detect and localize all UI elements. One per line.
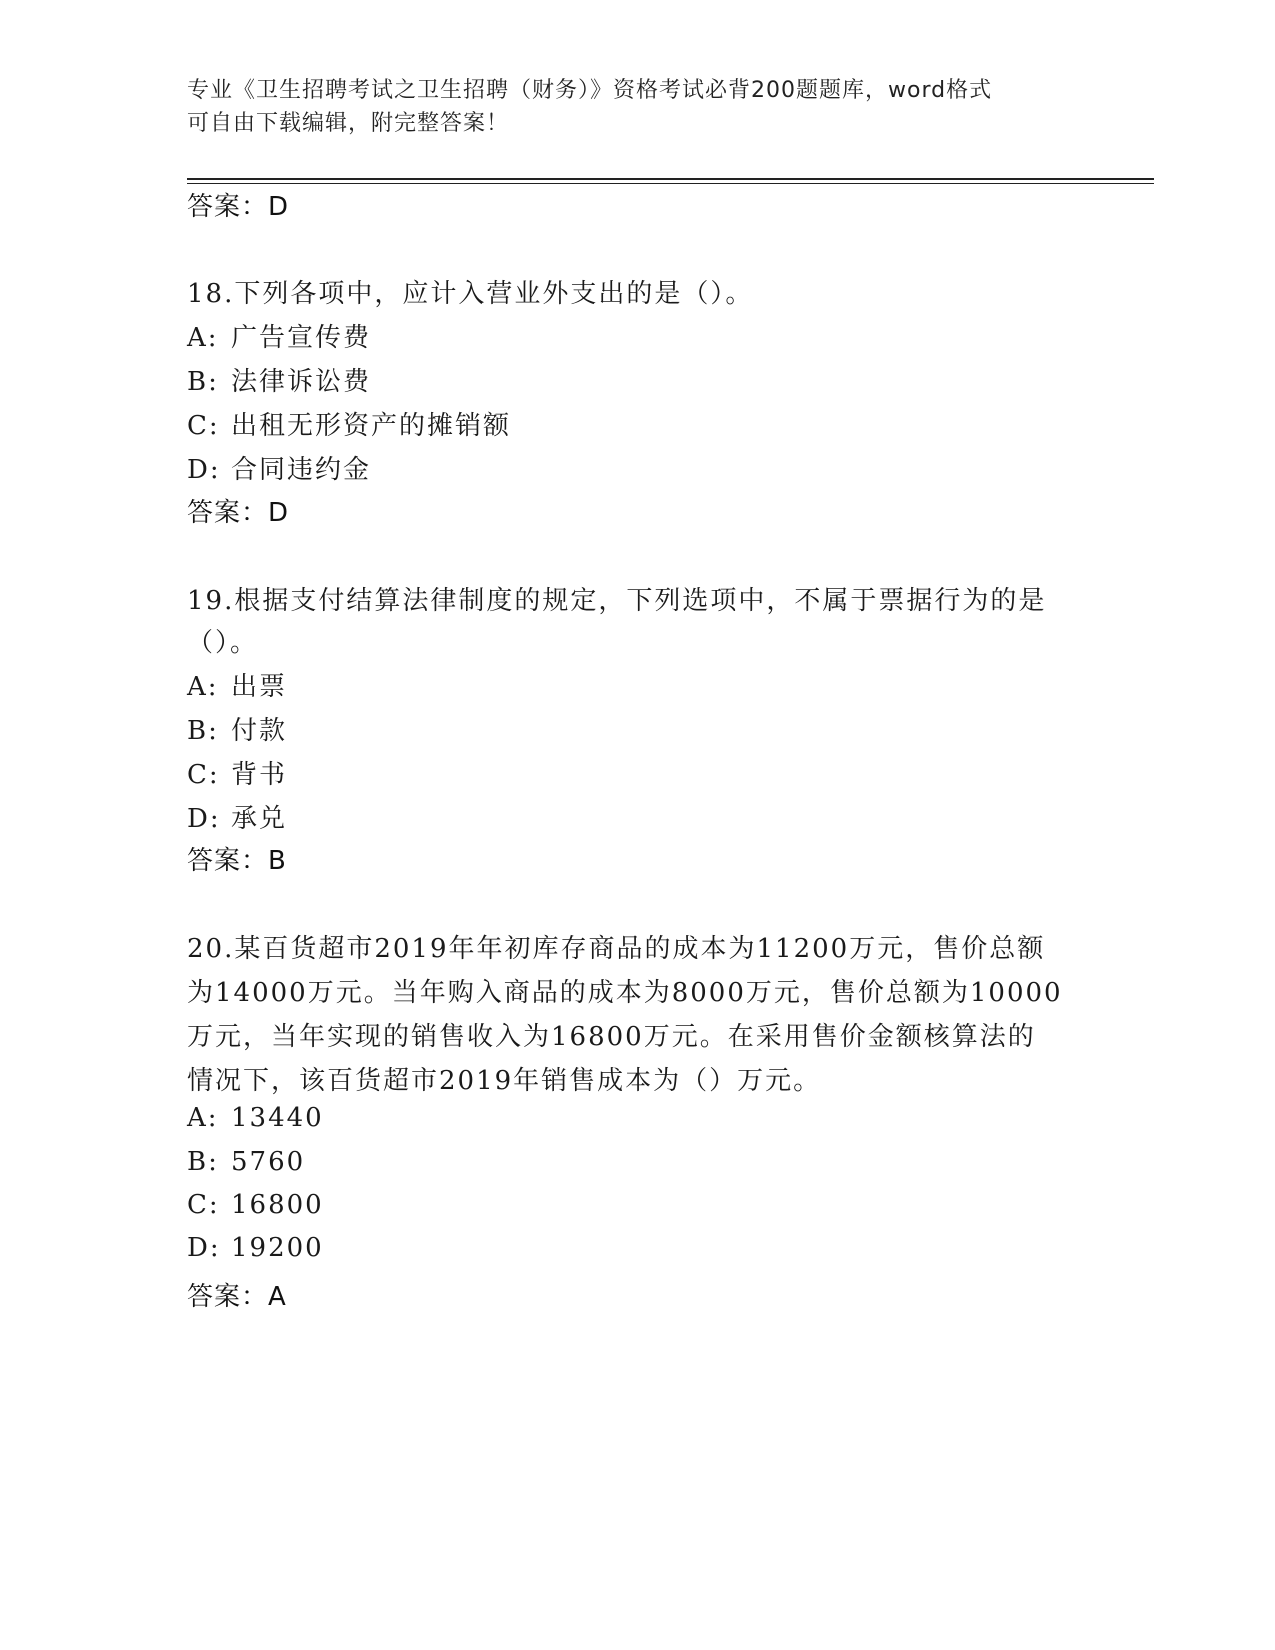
- question-19-option-d: [187, 798, 287, 835]
- question-18-stem: 18.下列各项中，应计入营业外支出的是（）。: [187, 279, 754, 309]
- question-20-option-c: [187, 1190, 324, 1220]
- header-line-2: 可自由下载编辑，附完整答案！: [187, 111, 510, 136]
- option-letter: A:: [187, 672, 219, 702]
- question-19-stem-line-1: 19.根据支付结算法律制度的规定，下列选项中，不属于票据行为的是: [187, 586, 1047, 616]
- question-18-option-b: [187, 361, 371, 398]
- question-20-option-b: [187, 1147, 305, 1177]
- option-text: 付款: [231, 716, 288, 746]
- header-line-1: 专业《卫生招聘考试之卫生招聘（财务）》资格考试必背200题题库，word格式: [187, 78, 993, 103]
- option-text: 背书: [231, 760, 288, 790]
- question-19-option-a: [187, 666, 287, 703]
- previous-answer: 答案：D: [187, 192, 290, 222]
- question-19-stem-line-2: （）。: [187, 628, 259, 658]
- document-header: [187, 74, 1087, 140]
- option-text: 法律诉讼费: [231, 367, 372, 397]
- option-letter: A:: [187, 323, 219, 353]
- option-text: 承兑: [231, 804, 288, 834]
- option-letter: C:: [187, 760, 220, 790]
- question-20-option-a: [187, 1103, 324, 1133]
- question-19-answer: 答案：B: [187, 846, 287, 876]
- option-letter: B:: [187, 1147, 219, 1177]
- question-19-option-c: [187, 754, 287, 791]
- question-18-answer: 答案：D: [187, 498, 290, 528]
- option-text: 16800: [231, 1190, 324, 1220]
- option-text: 广告宣传费: [231, 323, 372, 353]
- option-letter: D:: [187, 1233, 221, 1263]
- option-text: 19200: [231, 1233, 324, 1263]
- option-letter: D:: [187, 455, 221, 485]
- question-20-option-d: [187, 1233, 324, 1263]
- option-text: 合同违约金: [231, 455, 372, 485]
- header-rule-thin: [187, 183, 1154, 184]
- option-letter: C:: [187, 1190, 220, 1220]
- question-18-option-a: [187, 317, 371, 354]
- option-letter: C:: [187, 411, 220, 441]
- header-rule-thick: [187, 178, 1154, 180]
- question-19-option-b: [187, 710, 287, 747]
- question-20-stem-line-1: 20.某百货超市2019年年初库存商品的成本为11200万元，售价总额: [187, 934, 1046, 964]
- question-18-option-d: [187, 449, 371, 486]
- option-letter: B:: [187, 716, 219, 746]
- option-letter: B:: [187, 367, 219, 397]
- question-20-stem-line-3: 万元，当年实现的销售收入为16800万元。在采用售价金额核算法的: [187, 1022, 1036, 1052]
- question-20-stem-line-2: 为14000万元。当年购入商品的成本为8000万元，售价总额为10000: [187, 978, 1063, 1008]
- option-text: 出票: [231, 672, 288, 702]
- option-text: 5760: [231, 1147, 306, 1177]
- option-text: 13440: [231, 1103, 324, 1133]
- question-20-stem-line-4: 情况下，该百货超市2019年销售成本为（）万元。: [187, 1066, 822, 1096]
- option-text: 出租无形资产的摊销额: [231, 411, 512, 441]
- option-letter: D:: [187, 804, 221, 834]
- question-18-option-c: [187, 405, 511, 442]
- option-letter: A:: [187, 1103, 219, 1133]
- question-20-answer: 答案：A: [187, 1282, 287, 1312]
